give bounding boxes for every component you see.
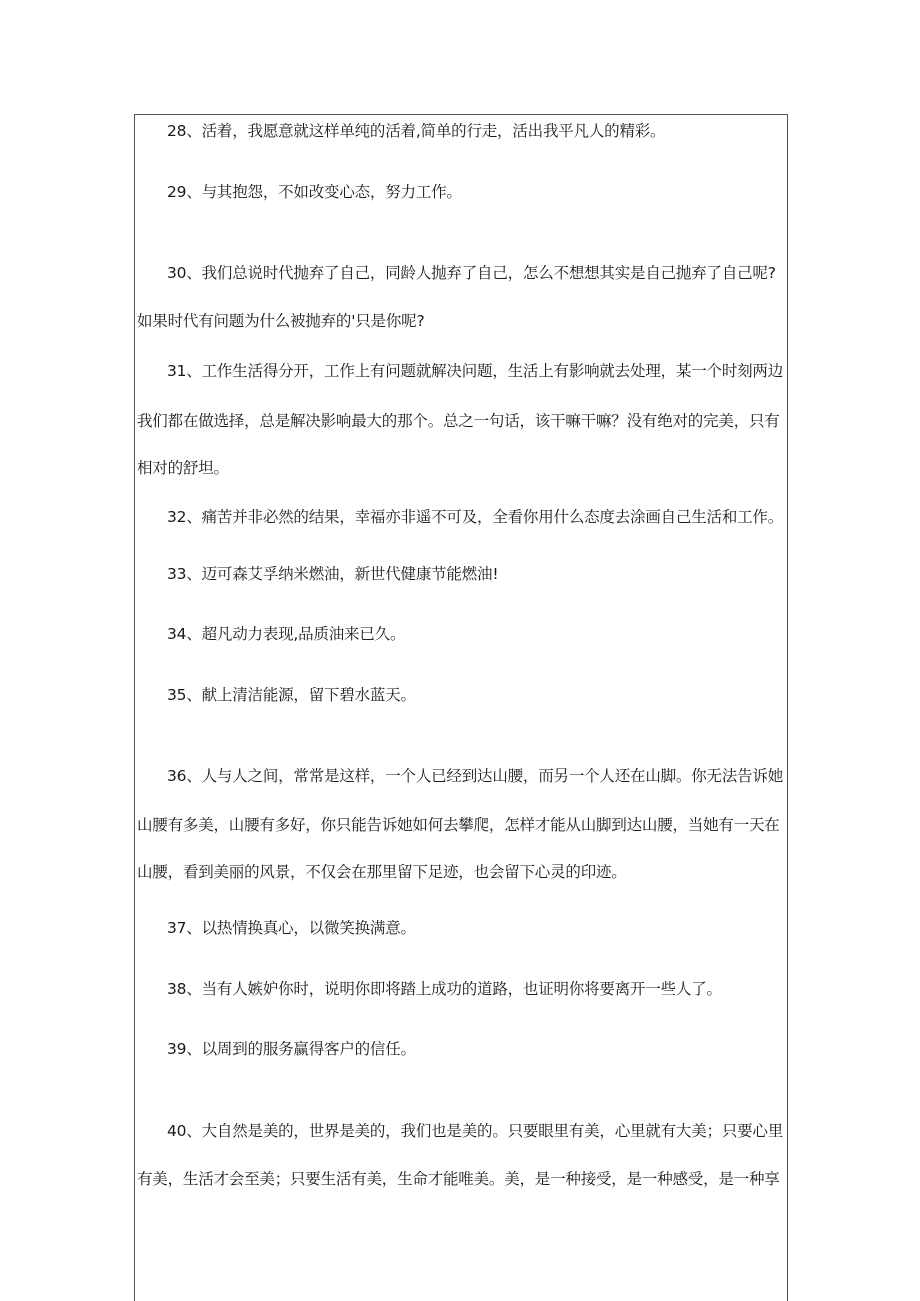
- paragraph-40-line-2: 有美，生活才会至美；只要生活有美，生命才能唯美。美，是一种接受，是一种感受，是一种享: [137, 1170, 780, 1188]
- paragraph-37: 37、以热情换真心，以微笑换满意。: [167, 919, 416, 937]
- paragraph-33: 33、迈可森艾孚纳米燃油，新世代健康节能燃油!: [167, 565, 499, 583]
- paragraph-36-line-2: 山腰有多美，山腰有多好，你只能告诉她如何去攀爬，怎样才能从山脚到达山腰，当她有一天在: [137, 816, 780, 834]
- paragraph-30-line-1: 30、我们总说时代抛弃了自己，同龄人抛弃了自己，怎么不想想其实是自己抛弃了自己呢?: [167, 264, 776, 282]
- paragraph-31-line-1: 31、工作生活得分开，工作上有问题就解决问题，生活上有影响就去处理，某一个时刻两边: [167, 362, 784, 380]
- paragraph-34: 34、超凡动力表现,品质油来已久。: [167, 625, 406, 643]
- paragraph-30-line-2: 如果时代有问题为什么被抛弃的'只是你呢?: [137, 312, 425, 330]
- paragraph-36-line-1: 36、人与人之间，常常是这样，一个人已经到达山腰，而另一个人还在山脚。你无法告诉她: [167, 767, 784, 785]
- paragraph-40-line-1: 40、大自然是美的，世界是美的，我们也是美的。只要眼里有美，心里就有大美；只要心里: [167, 1122, 784, 1140]
- document-page: [134, 114, 788, 1301]
- paragraph-39: 39、以周到的服务赢得客户的信任。: [167, 1040, 416, 1058]
- paragraph-31-line-3: 相对的舒坦。: [137, 459, 229, 477]
- paragraph-29: 29、与其抱怨，不如改变心态，努力工作。: [167, 183, 462, 201]
- paragraph-28: 28、活着，我愿意就这样单纯的活着,简单的行走，活出我平凡人的精彩。: [167, 122, 666, 140]
- paragraph-36-line-3: 山腰，看到美丽的风景，不仅会在那里留下足迹，也会留下心灵的印迹。: [137, 863, 627, 881]
- paragraph-32: 32、痛苦并非必然的结果，幸福亦非遥不可及，全看你用什么态度去涂画自己生活和工作。: [167, 508, 784, 526]
- paragraph-31-line-2: 我们都在做选择，总是解决影响最大的那个。总之一句话，该干嘛干嘛？没有绝对的完美，只有: [137, 412, 780, 430]
- paragraph-35: 35、献上清洁能源，留下碧水蓝天。: [167, 686, 416, 704]
- paragraph-38: 38、当有人嫉妒你时，说明你即将踏上成功的道路，也证明你将要离开一些人了。: [167, 980, 722, 998]
